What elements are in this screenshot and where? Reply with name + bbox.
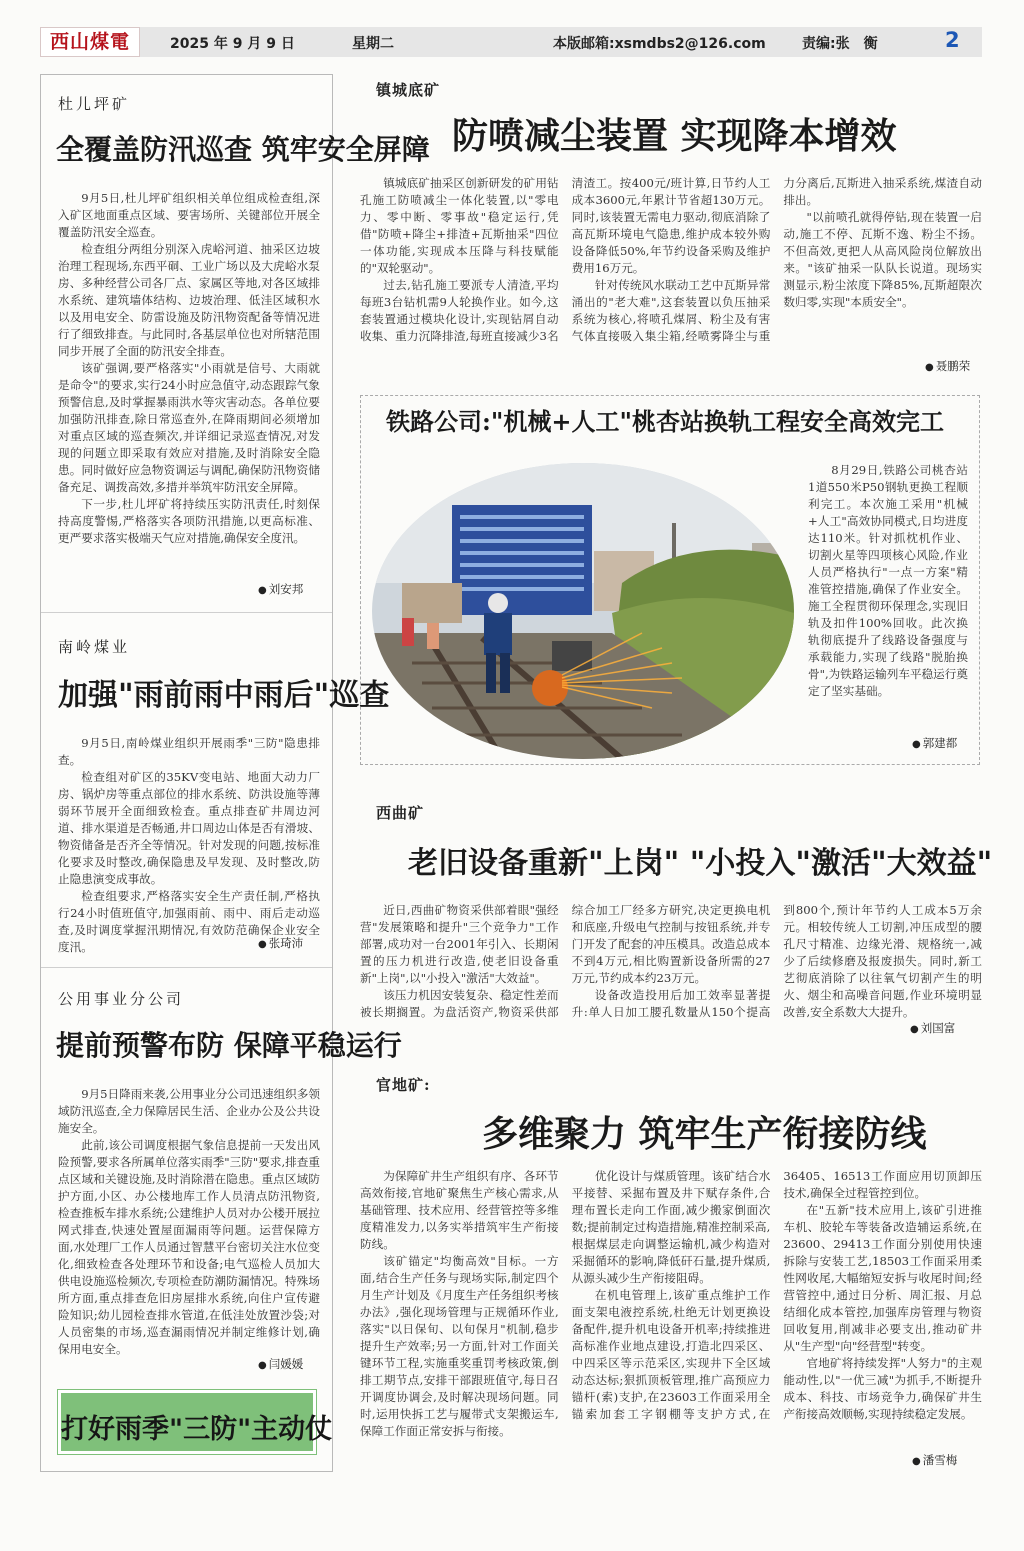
byline: ● 聂鹏荣 bbox=[925, 358, 970, 374]
paragraph: 该矿锚定"均衡高效"目标。一方面,结合生产任务与现场实际,制定四个月生产计划及《月度生产任务组织考核办法》,强化现场管理与正规循环作业,落实"以日保旬、以旬保月"机制,稳步提升生产效率;另一方面,针对工作面关键环节工程,实施重奖重罚考核政策,倒排工期节点,安排干部跟班值守,每日召开调度协调会,及时解决现场问题。同时,运用快拆工艺与履带式支架搬运车,保障工作面正常安拆与衔接。 bbox=[360, 1254, 559, 1438]
article-body bbox=[360, 175, 982, 345]
article-headline: 防喷减尘装置 实现降本增效 bbox=[452, 116, 897, 157]
paragraph: 在"五新"技术应用上,该矿引进推车机、胶轮车等装备改造辅运系统,在23600、29413工作面分别使用快速拆除与安装工艺,18503工作面采用柔性网收尾,大幅缩短安拆与收尾时间;经营管控中,通过日分析、周汇报、月总结细化成本管控,加强库房管理与物资回收复用,削减非必要支出,推动矿井从"生产型"向"经营型"转变。 bbox=[783, 1203, 982, 1353]
page-email: 本版邮箱:xsmdbs2@126.com bbox=[553, 36, 766, 52]
article-headline: 提前预警布防 保障平稳运行 bbox=[56, 1029, 402, 1062]
article-body bbox=[360, 1168, 982, 1440]
article-body bbox=[58, 735, 320, 956]
article-body bbox=[58, 1086, 320, 1358]
article-headline: 全覆盖防汛巡查 筑牢安全屏障 bbox=[56, 133, 430, 166]
article-headline: 多维聚力 筑牢生产衔接防线 bbox=[482, 1114, 927, 1155]
article-headline: 加强"雨前雨中雨后"巡查 bbox=[58, 678, 390, 713]
article-body bbox=[360, 902, 982, 1021]
paragraph: 8月29日,铁路公司桃杏站1道550米P50钢轨更换工程顺利完工。本次施工采用"机械+人工"高效协同模式,日均进度达110米。针对抓枕机作业、切割火星等四项核心风险,作业人员严格执行"一点一方案"精准管控措施,确保了作业安全。施工全程贯彻环保理念,实现旧轨及扣件100%回收。此次换轨彻底提升了线路设备强度与承载能力,实现了线路"脱胎换骨",为铁路运输列车平稳运行奠定了坚实基础。 bbox=[808, 463, 968, 698]
page-editor: 责编:张 衡 bbox=[802, 36, 878, 52]
article-body bbox=[808, 462, 968, 700]
paragraph: 为保障矿井生产组织有序、各环节高效衔接,官地矿聚焦生产核心需求,从基础管理、技术应用、经营管控等多维度精准发力,以务实举措筑牢生产衔接防线。 bbox=[360, 1169, 559, 1251]
paragraph: 检查组要求,严格落实安全生产责任制,严格执行24小时值班值守,加强雨前、雨中、雨后走动巡查,及时调度掌握汛期情况,有效防范确保企业安全度汛。 bbox=[58, 889, 320, 954]
building bbox=[452, 505, 592, 615]
paragraph: "以前喷孔就得停钻,现在装置一启动,施工不停、瓦斯不逸、粉尘不扬。不但高效,更把人从高风险岗位解放出来。"该矿抽采一队队长说道。现场实测显示,粉尘浓度下降85%,瓦斯超限次数归零,实现"本质安全"。 bbox=[783, 210, 982, 309]
paragraph: 下一步,杜儿坪矿将持续压实防汛责任,时刻保持高度警惕,严格落实各项防汛措施,以更高标准、更严要求落实极端天气应对措施,确保安全度汛。 bbox=[58, 497, 320, 545]
byline: ● 闫媛媛 bbox=[258, 1356, 303, 1372]
section-label: 杜儿坪矿 bbox=[58, 95, 131, 113]
paragraph: 近日,西曲矿物资采供部着眼"强经营"发展策略和提升"三个竞争力"工作部署,成功对一台2001年引入、长期闲置的压力机进行改造,使老旧设备重新"上岗",以"小投入"激活"大效益"。 bbox=[360, 903, 559, 985]
issue-date: 2025 年 9 月 9 日 bbox=[170, 36, 295, 52]
paragraph: 检查组对矿区的35KV变电站、地面大动力厂房、锅炉房等重点部位的排水系统、防洪设施等薄弱环节展开全面细致检查。重点排查矿井周边河道、排水渠道是否畅通,井口周边山体是否有滑坡、物资储备是否齐全等情况。针对发现的问题,按标准化要求及时整改,确保隐患及早发现、及时整改,防止隐患演变成事故。 bbox=[58, 770, 320, 886]
paragraph: 9月5日,南岭煤业组织开展雨季"三防"隐患排查。 bbox=[58, 736, 320, 767]
byline: ● 刘安邦 bbox=[258, 581, 303, 597]
section-label: 西曲矿 bbox=[376, 804, 425, 822]
section-label: 镇城底矿 bbox=[376, 81, 441, 99]
article-body bbox=[58, 190, 320, 547]
byline: ● 刘国富 bbox=[910, 1020, 955, 1036]
page-number: 2 bbox=[945, 28, 960, 52]
section-label: 公用事业分公司 bbox=[58, 990, 185, 1008]
byline: ● 郭建都 bbox=[912, 735, 957, 751]
byline: ● 潘雪梅 bbox=[912, 1452, 957, 1468]
article-headline: 铁路公司:"机械+人工"桃杏站换轨工程安全高效完工 bbox=[386, 407, 944, 436]
newspaper-logo: 西山煤電 bbox=[40, 27, 140, 57]
banner-text: 打好雨季"三防"主动仗 bbox=[61, 1414, 333, 1445]
section-label: 南岭煤业 bbox=[58, 638, 131, 656]
article-headline: 老旧设备重新"上岗" "小投入"激活"大效益" bbox=[408, 846, 993, 881]
track-work-photo bbox=[372, 463, 794, 759]
section-label: 官地矿: bbox=[376, 1076, 431, 1094]
paragraph: 官地矿将持续发挥"人努力"的主观能动性,以"一优三减"为抓手,不断提升成本、科技、市场竞争力,确保矿井生产衔接高效顺畅,实现持续稳定发展。 bbox=[783, 1356, 982, 1421]
paragraph: 该矿强调,要严格落实"小雨就是信号、大雨就是命令"的要求,实行24小时应急值守,动态跟踪气象预警信息,及时掌握暴雨洪水等灾害动态。各单位要加强防汛排查,除日常巡查外,在降雨期间必须增加对重点区域的巡查频次,并详细记录巡查情况,对发现的问题立即采取有效应对措施,及时消除安全隐患。同时做好应急物资调运与调配,确保防汛物资储备充足、调拨高效,多措并举筑牢防汛安全屏障。 bbox=[58, 361, 320, 494]
paragraph: 检查组分两组分别深入虎峪河道、抽采区边坡治理工程现场,东西平硐、工业广场以及大虎峪水泵房、多种经营公司各厂点、家属区等地,对各区域排水系统、建筑墙体结构、边坡治理、低洼区域积水以及用电安全、防雷设施及防汛物资配备等情况进行了细致排查。与此同时,各基层单位也对所辖范围同步开展了全面的防汛安全排查。 bbox=[58, 242, 320, 358]
paragraph: 针对传统风水联动工艺中瓦斯异常涌出的"老大难",这套装置以负压抽采系统为核心,将喷孔煤屑、粉尘及有害气体直接吸入集尘箱,经喷雾降尘与重力分离后,瓦斯进入抽采系统,煤渣自动排出。 bbox=[571, 176, 982, 343]
divider bbox=[41, 612, 332, 613]
paragraph: 过去,钻孔施工要派专人清渣,平均每班3台钻机需9人轮换作业。如今,这套装置通过模块化设计,实现钻屑自动收集、重力沉降排渣,每班直接减少3名清渣工。按400元/班计算,日节约人工成本3600元,年累计节省超130万元。同时,该装置无需电力驱动,彻底消除了高瓦斯环境电气隐患,维护成本较外购设备降低50%,年节约设备采购及维护费用16万元。 bbox=[360, 176, 771, 343]
divider bbox=[41, 967, 332, 968]
paragraph: 9月5日,杜儿坪矿组织相关单位组成检查组,深入矿区地面重点区域、要害场所、关键部位开展全覆盖防汛安全巡查。 bbox=[58, 191, 320, 239]
paragraph: 镇城底矿抽采区创新研发的矿用钻孔施工防喷减尘一体化装置,以"零电力、零中断、零事故"稳定运行,凭借"防喷+降尘+排渣+瓦斯抽采"四位一体功能,实现成本压降与科技赋能的"双轮驱动"。 bbox=[360, 176, 559, 275]
paragraph: 9月5日降雨来袭,公用事业分公司迅速组织多领域防汛巡查,全力保障居民生活、企业办公及公共设施安全。 bbox=[58, 1087, 320, 1135]
paragraph: 该压力机因安装复杂、稳定性差而被长期搁置。为盘活资产,物资采供部综合加工厂经多方研究,决定更换电机和底座,升级电气控制与按钮系统,并专门开发了配套的冲压模具。改造总成本不到4万元,相比购置新设备所需的27万元,节约成本约23万元。 bbox=[360, 903, 771, 1019]
paragraph: 此前,该公司调度根据气象信息提前一天发出风险预警,要求各所属单位落实雨季"三防"要求,排查重点区域和关键设施,及时消除潜在隐患。重点区域防护方面,小区、办公楼地库工作人员清点防汛物资,检查推板车排水系统;公建维护人员对办公楼开展拉网式排查,快速处置屋面漏雨等问题。运营保障方面,水处理厂工作人员通过智慧平台密切关注水位变化,细致检查各处理环节和设备;电气巡检人员加大供电设施巡检频次,专项检查防潮防漏情况。特殊场所方面,重点排查危旧房屋排水系统,向住户宣传避险知识;幼儿园检查排水管道,在低洼处放置沙袋;对人员密集的市场,巡查漏雨情况并制定维修计划,确保用电安全。 bbox=[58, 1138, 320, 1356]
photo-illustration bbox=[372, 463, 794, 759]
campaign-banner bbox=[58, 1390, 333, 1454]
byline: ● 张琦沛 bbox=[258, 935, 303, 951]
issue-weekday: 星期二 bbox=[352, 36, 394, 52]
paragraph: 在机电管理上,该矿重点维护工作面支架电液控系统,杜绝无计划更换设备配件,提升机电设备开机率;持续推进高标准作业地点建设,打造北四采区、中四采区等示范采区,实现井下全区域动态达标;狠抓顶板管理,推广高预应力锚杆(索)支护,在23603工作面采用全锚索加套工字钢棚等支护方式,在36405、16513工作面应用切顶卸压技术,确保全过程管控到位。 bbox=[571, 1169, 982, 1421]
paragraph: 设备改造投用后加工效率显著提升:单人日加工腰孔数量从150个提高到800个,预计年节约人工成本5万余元。相较传统人工切割,冲压成型的腰孔尺寸精准、边缘光滑、规格统一,减少了后续修磨及报废损失。同时,新工艺彻底消除了以往氧气切割产生的明火、烟尘和高噪音问题,作业环境明显改善,安全系数大大提升。 bbox=[571, 903, 982, 1019]
paragraph: 优化设计与煤质管理。该矿结合水平接替、采掘布置及井下赋存条件,合理布置长走向工作面,减少搬家倒面次数;提前制定过构造措施,精准控制采高,根据煤层走向调整运输机,减少构造对采掘循环的影响,降低矸石量,提升煤质,从源头减少生产衔接阻碍。 bbox=[571, 1169, 771, 1285]
